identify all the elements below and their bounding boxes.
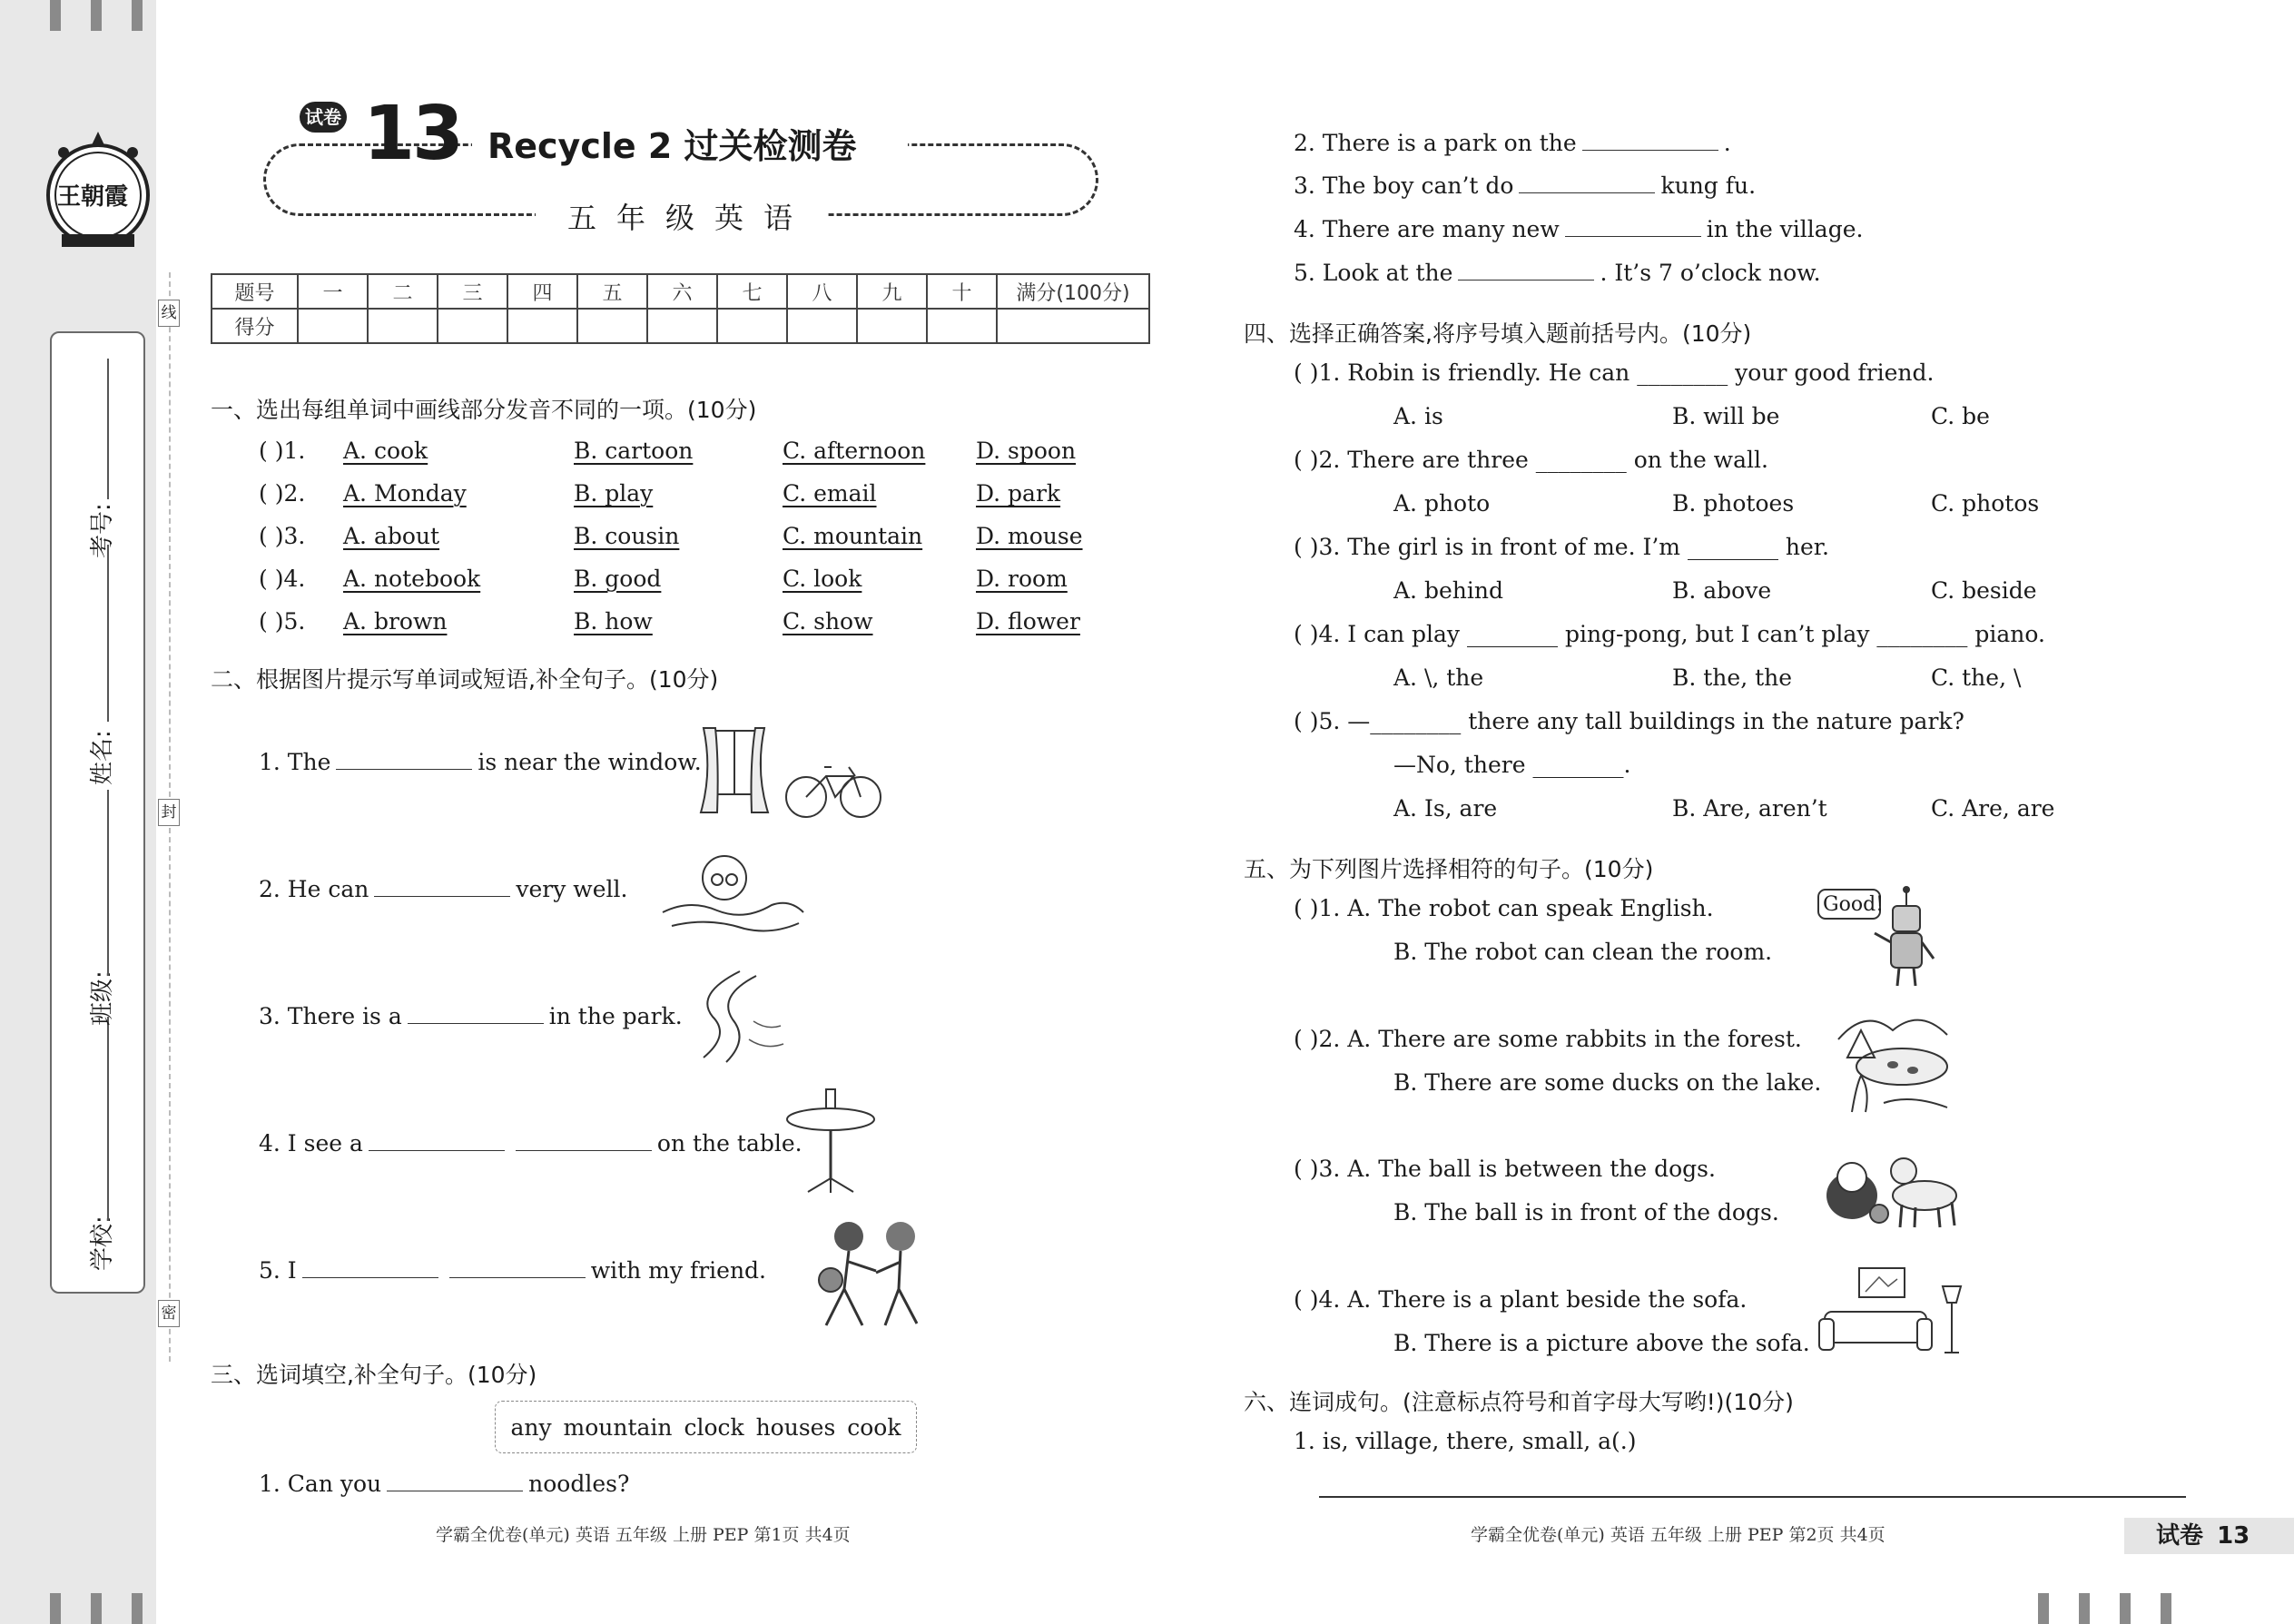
swimmer-illustration — [654, 849, 812, 935]
picture-match-option[interactable]: ( )4. A. There is a plant beside the sofa. — [1294, 1286, 1748, 1313]
corner-mark — [91, 1593, 102, 1624]
section-heading: 二、根据图片提示写单词或短语,补全句子。(10分) — [211, 666, 719, 693]
score-input[interactable] — [647, 309, 717, 343]
page-tag-label: 试卷 — [2156, 1522, 2204, 1550]
option[interactable]: A. Is, are — [1393, 795, 1498, 822]
option[interactable]: B. above — [1672, 577, 1772, 604]
fill-question — [259, 749, 702, 775]
option[interactable]: C. the, \ — [1931, 664, 2022, 691]
option: D. mouse — [976, 523, 1083, 549]
question-text: 5. I — [259, 1257, 297, 1284]
page-tag-number: 13 — [2217, 1522, 2250, 1550]
fill-question — [259, 1003, 683, 1029]
corner-mark — [132, 0, 143, 31]
picture-match-option[interactable]: ( )3. A. The ball is between the dogs. — [1294, 1156, 1716, 1182]
school-label: 学校: — [89, 1216, 116, 1271]
option: C. mountain — [783, 523, 923, 549]
question-text: 3. There is a — [259, 1003, 402, 1029]
score-input[interactable] — [717, 309, 787, 343]
table-cell: 七 — [717, 274, 787, 309]
option: C. look — [783, 566, 862, 592]
table-illustration — [781, 1088, 881, 1196]
seal-char: 线 — [158, 300, 180, 327]
section-heading: 五、为下列图片选择相符的句子。(10分) — [1244, 856, 1654, 882]
word-bank-item: mountain — [563, 1413, 673, 1441]
option: D. park — [976, 480, 1061, 507]
option: D. room — [976, 566, 1068, 592]
fill-question — [1294, 172, 1756, 199]
score-input[interactable] — [997, 309, 1149, 343]
table-cell: 四 — [507, 274, 577, 309]
answer-blank[interactable] — [374, 877, 510, 897]
answer-blank[interactable] — [1458, 261, 1594, 281]
table-cell: 五 — [577, 274, 647, 309]
option[interactable]: C. beside — [1931, 577, 2037, 604]
question-number: ( )2. — [259, 480, 306, 507]
fill-question — [1294, 216, 1863, 242]
score-input[interactable] — [927, 309, 997, 343]
sentence-question: 1. is, village, there, small, a(.) — [1294, 1428, 1637, 1454]
answer-blank[interactable] — [1519, 173, 1655, 193]
choice-question-reply: —No, there ________. — [1393, 752, 1631, 778]
question-text: kung fu. — [1660, 172, 1757, 199]
table-cell: 六 — [647, 274, 717, 309]
option[interactable]: B. Are, aren’t — [1672, 795, 1827, 822]
question-text: with my friend. — [590, 1257, 766, 1284]
dogs-ball-illustration — [1820, 1146, 1965, 1232]
fill-question — [1294, 260, 1821, 286]
class-field[interactable] — [107, 790, 109, 976]
option: B. cartoon — [574, 438, 694, 464]
option: C. email — [783, 480, 877, 507]
picture-match-option[interactable]: ( )2. A. There are some rabbits in the forest. — [1294, 1026, 1802, 1052]
question-text: very well. — [516, 876, 628, 902]
option[interactable]: C. be — [1931, 403, 1990, 429]
name-label: 姓名: — [89, 730, 116, 785]
question-text: 4. I see a — [259, 1130, 363, 1156]
question-text: on the table. — [656, 1130, 802, 1156]
picture-match-option[interactable]: B. There are some ducks on the lake. — [1393, 1069, 1822, 1096]
option[interactable]: A. is — [1393, 403, 1443, 429]
option[interactable]: C. Are, are — [1931, 795, 2055, 822]
choice-question: ( )2. There are three ________ on the wall. — [1294, 447, 1768, 473]
score-input[interactable] — [577, 309, 647, 343]
choice-question: ( )5. —________ there any tall buildings in the nature park? — [1294, 708, 1964, 734]
section-heading: 一、选出每组单词中画线部分发音不同的一项。(10分) — [211, 397, 757, 423]
score-input[interactable] — [298, 309, 368, 343]
answer-line[interactable] — [1319, 1496, 2186, 1498]
section-heading: 六、连词成句。(注意标点符号和首字母大写哟!)(10分) — [1244, 1389, 1794, 1415]
option: D. spoon — [976, 438, 1077, 464]
corner-mark — [2079, 1593, 2090, 1624]
table-cell: 一 — [298, 274, 368, 309]
score-input[interactable] — [857, 309, 927, 343]
question-text: . — [1723, 130, 1731, 156]
option[interactable]: B. will be — [1672, 403, 1780, 429]
question-text: . It’s 7 o’clock now. — [1600, 260, 1821, 286]
question-number: ( )4. — [259, 566, 306, 592]
question-text: in the park. — [548, 1003, 683, 1029]
option: A. brown — [343, 608, 448, 635]
picture-match-option[interactable]: ( )1. A. The robot can speak English. — [1294, 895, 1714, 921]
picture-match-option[interactable]: B. There is a picture above the sofa. — [1393, 1330, 1810, 1356]
score-input[interactable] — [507, 309, 577, 343]
answer-blank[interactable] — [1582, 131, 1718, 151]
exam-number-field[interactable] — [107, 359, 109, 499]
option: A. cook — [343, 438, 428, 464]
option: A. about — [343, 523, 440, 549]
fill-question — [259, 1130, 802, 1156]
option: B. how — [574, 608, 653, 635]
fill-question — [259, 1257, 766, 1284]
river-illustration — [685, 967, 790, 1067]
question-text: noodles? — [528, 1471, 630, 1497]
answer-blank[interactable] — [408, 1004, 544, 1024]
curtain-bike-illustration — [699, 726, 885, 822]
name-field[interactable] — [107, 545, 109, 722]
question-text: 5. Look at the — [1294, 260, 1453, 286]
exam-number-label: 考号: — [89, 503, 116, 558]
sofa-picture-illustration — [1816, 1266, 1965, 1362]
corner-mark — [50, 1593, 61, 1624]
page-footer: 学霸全优卷(单元) 英语 五年级 上册 PEP 第1页 共4页 — [436, 1525, 851, 1545]
answer-blank[interactable] — [449, 1258, 586, 1278]
picture-match-option[interactable]: B. The ball is in front of the dogs. — [1393, 1199, 1779, 1225]
question-text: 4. There are many new — [1294, 216, 1560, 242]
question-text: 1. The — [259, 749, 331, 775]
option: B. cousin — [574, 523, 680, 549]
section-heading: 三、选词填空,补全句子。(10分) — [211, 1362, 537, 1388]
word-bank-item: any — [510, 1413, 552, 1441]
option: C. afternoon — [783, 438, 926, 464]
question-text: in the village. — [1706, 216, 1864, 242]
class-label: 班级: — [89, 970, 116, 1026]
exam-badge: 试卷 — [300, 102, 347, 133]
forest-lake-illustration — [1829, 1003, 1956, 1121]
option: A. Monday — [343, 480, 467, 507]
table-cell: 十 — [927, 274, 997, 309]
corner-mark — [2038, 1593, 2049, 1624]
word-bank-item: cook — [847, 1413, 901, 1441]
corner-mark — [2161, 1593, 2171, 1624]
option[interactable]: A. \, the — [1393, 664, 1484, 691]
word-bank-item: houses — [755, 1413, 836, 1441]
score-input[interactable] — [787, 309, 857, 343]
choice-question: ( )1. Robin is friendly. He can ________ your good friend. — [1294, 359, 1935, 386]
school-field[interactable] — [107, 1017, 109, 1221]
score-input[interactable] — [368, 309, 438, 343]
corner-mark — [2120, 1593, 2131, 1624]
fill-question — [1294, 130, 1731, 156]
choice-question: ( )3. The girl is in front of me. I’m ________ her. — [1294, 534, 1829, 560]
table-cell: 满分(100分) — [997, 274, 1149, 309]
exam-number: 13 — [363, 91, 462, 177]
score-table — [211, 273, 1150, 344]
question-text: 1. Can you — [259, 1471, 382, 1497]
question-number: ( )3. — [259, 523, 306, 549]
option: D. flower — [976, 608, 1080, 635]
option: B. play — [574, 480, 654, 507]
picture-match-option[interactable]: B. The robot can clean the room. — [1393, 939, 1773, 965]
seal-char: 密 — [158, 1300, 180, 1327]
table-row — [212, 274, 1149, 309]
table-cell: 三 — [438, 274, 507, 309]
answer-blank[interactable] — [369, 1131, 505, 1151]
question-number: ( )5. — [259, 608, 306, 635]
option: A. notebook — [343, 566, 481, 592]
choice-question: ( )4. I can play ________ ping-pong, but I can’t play ________ piano. — [1294, 621, 2045, 647]
word-bank-item: clock — [684, 1413, 744, 1441]
question-number: ( )1. — [259, 438, 306, 464]
fill-question — [259, 876, 627, 902]
page-footer: 学霸全优卷(单元) 英语 五年级 上册 PEP 第2页 共4页 — [1471, 1525, 1885, 1545]
answer-blank[interactable] — [1565, 217, 1701, 237]
option: C. show — [783, 608, 873, 635]
section-heading: 四、选择正确答案,将序号填入题前括号内。(10分) — [1244, 320, 1752, 347]
corner-mark — [91, 0, 102, 31]
option[interactable]: A. photo — [1393, 490, 1491, 517]
score-input[interactable] — [438, 309, 507, 343]
question-text: is near the window. — [478, 749, 702, 775]
fill-question — [259, 1471, 629, 1497]
answer-blank[interactable] — [516, 1131, 652, 1151]
option[interactable]: B. the, the — [1672, 664, 1793, 691]
table-cell: 九 — [857, 274, 927, 309]
option: B. good — [574, 566, 662, 592]
seal-char: 封 — [158, 799, 180, 826]
table-cell: 题号 — [212, 274, 298, 309]
question-text: 2. There is a park on the — [1294, 130, 1577, 156]
logo-text: 王朝霞 — [57, 183, 129, 211]
page-tag — [2124, 1518, 2294, 1554]
page-subtitle: 五年级英语 — [567, 201, 813, 235]
table-row — [212, 309, 1149, 343]
student-info-box — [50, 331, 145, 1294]
answer-blank[interactable] — [302, 1258, 438, 1278]
question-text: 2. He can — [259, 876, 369, 902]
speech-bubble-text: Good! — [1823, 893, 1884, 916]
word-bank — [495, 1401, 917, 1453]
option[interactable]: C. photos — [1931, 490, 2040, 517]
option[interactable]: B. photoes — [1672, 490, 1795, 517]
table-cell: 八 — [787, 274, 857, 309]
table-cell: 二 — [368, 274, 438, 309]
option[interactable]: A. behind — [1393, 577, 1503, 604]
page-title: Recycle 2 过关检测卷 — [487, 126, 857, 166]
answer-blank[interactable] — [336, 750, 472, 770]
corner-mark — [50, 0, 61, 31]
kids-basketball-illustration — [799, 1216, 944, 1339]
corner-mark — [132, 1593, 143, 1624]
answer-blank[interactable] — [387, 1471, 523, 1491]
table-cell: 得分 — [212, 309, 298, 343]
question-text: 3. The boy can’t do — [1294, 172, 1514, 199]
